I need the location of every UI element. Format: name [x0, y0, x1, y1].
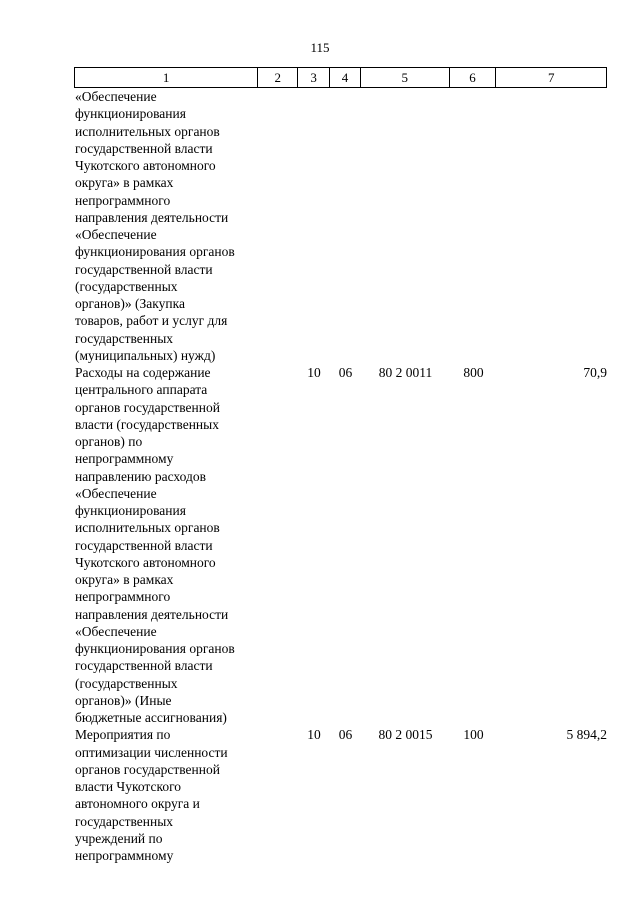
page-number: 115 — [310, 40, 330, 55]
header-col-4: 4 — [330, 68, 361, 87]
row-col-5: 80 2 0015 — [378, 727, 433, 743]
row-col-6: 100 — [463, 727, 484, 743]
row-col-4: 06 — [338, 365, 353, 380]
table-row — [74, 364, 607, 726]
table-row — [74, 726, 607, 864]
row-col-4 — [330, 88, 361, 364]
header-col-2: 2 — [258, 68, 298, 87]
row-col-2 — [264, 364, 298, 726]
header-col-6: 6 — [450, 68, 497, 87]
header-col-3: 3 — [298, 68, 330, 87]
row-col-5 — [361, 88, 450, 364]
budget-table — [74, 67, 607, 864]
row-col-2 — [264, 88, 298, 364]
row-col-3: 10 — [307, 727, 321, 743]
table-header-row — [74, 67, 607, 88]
row-description: Расходы на содержание центрального аппарата органов государственной власти (государственных органов) по непрограммному направлению расходов «Обеспечение функционирования исполнительных органов государственной власти Чукотского автономного округа» в рамках непрограммного направления деятельности «Обеспечение функционирования органов государственной власти (государственных органов)» (Иные бюджетные ассигнования) — [75, 365, 235, 725]
row-col-7 — [497, 88, 607, 364]
row-col-7: 70,9 — [583, 365, 607, 380]
row-col-2 — [264, 726, 298, 864]
row-col-6 — [450, 88, 497, 364]
row-col-4: 06 — [338, 727, 353, 743]
row-description: Мероприятия по оптимизации численности органов государственной власти Чукотского автономного округа и государственных учреждений по непрограммному — [75, 727, 228, 863]
header-col-5: 5 — [361, 68, 450, 87]
row-col-5: 80 2 0011 — [378, 365, 433, 380]
row-description: «Обеспечение функционирования исполнительных органов государственной власти Чукотского автономного округа» в рамках непрограммного направления деятельности «Обеспечение функционирования органов государственной власти (государственных органов)» (Закупка товаров, работ и услуг для государственных (муниципальных) нужд) — [75, 89, 235, 363]
table-row — [74, 88, 607, 364]
row-col-3 — [298, 88, 330, 364]
header-col-1: 1 — [75, 68, 258, 87]
row-col-7: 5 894,2 — [566, 727, 607, 743]
row-col-6: 800 — [463, 365, 484, 380]
header-col-7: 7 — [547, 70, 555, 85]
row-col-3: 10 — [307, 365, 321, 380]
